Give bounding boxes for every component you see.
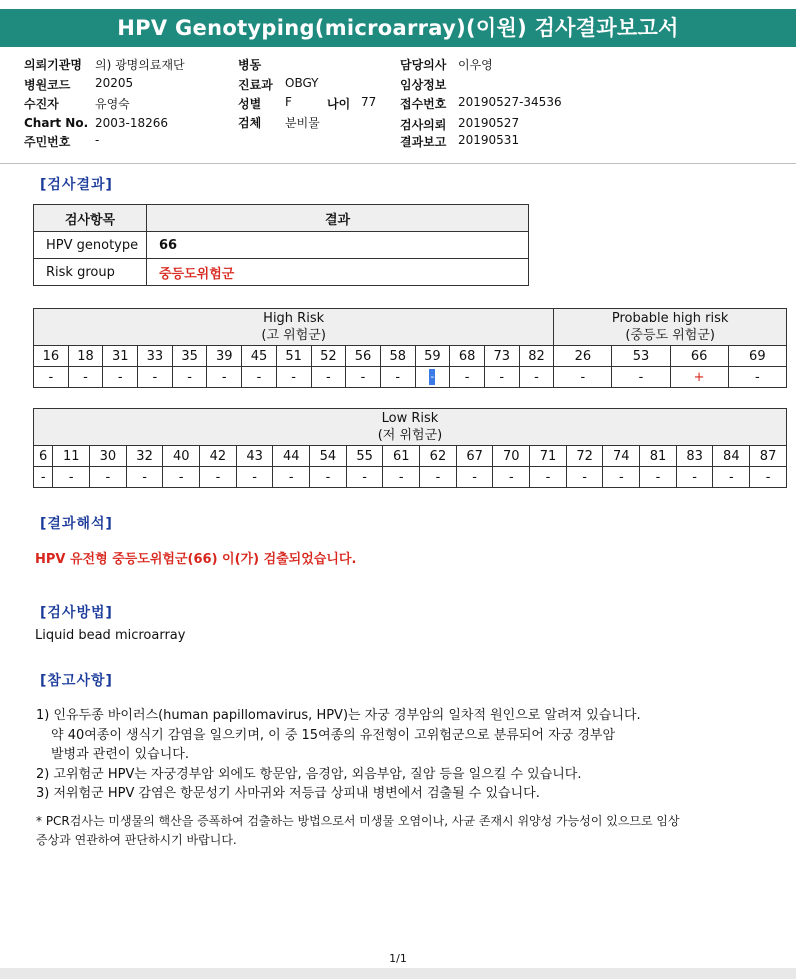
hpv-type-cell: 45 — [242, 346, 277, 367]
hpv-result-cell: - — [530, 467, 567, 488]
result-value-risk: 중등도위험군 — [147, 259, 529, 286]
hpv-result-cell: - — [346, 467, 383, 488]
hpv-result-cell: - — [603, 467, 640, 488]
hpv-type-cell: 58 — [380, 346, 415, 367]
report-title: HPV Genotyping(microarray)(이원) 검사결과보고서 — [0, 9, 796, 47]
page-number: 1/1 — [389, 952, 407, 965]
hpv-type-cell: 11 — [53, 446, 90, 467]
hpv-type-cell: 83 — [676, 446, 713, 467]
hpv-type-cell: 55 — [346, 446, 383, 467]
dept-label: 진료과 — [238, 78, 273, 92]
hpv-type-cell: 70 — [493, 446, 530, 467]
sex-label: 성별 — [238, 97, 262, 111]
ward-label: 병동 — [238, 58, 262, 72]
hpv-result-cell: - — [612, 367, 670, 388]
hpv-result-cell: - — [420, 467, 457, 488]
footnote-line: * PCR검사는 미생물의 핵산을 증폭하여 검출하는 방법으로서 미생물 오염이나, 사균 존재시 위양성 가능성이 있으므로 임상 — [36, 814, 680, 828]
probable-risk-subtitle: (중등도 위험군) — [625, 328, 715, 343]
hpv-result-cell: - — [713, 467, 750, 488]
hpv-type-cell: 31 — [103, 346, 138, 367]
patient-value: 유영숙 — [95, 97, 130, 111]
hpv-result-cell: - — [34, 367, 69, 388]
result-value-genotype: 66 — [147, 232, 529, 259]
hpv-result-cell: - — [728, 367, 786, 388]
hpv-result-cell: - — [242, 367, 277, 388]
text-cursor-highlight: - — [430, 370, 435, 383]
low-risk-subtitle: (저 위험군) — [377, 428, 443, 443]
hpv-result-cell: - — [90, 467, 127, 488]
hpv-result-cell: - — [750, 467, 787, 488]
patient-label: 수진자 — [24, 97, 59, 111]
hpv-result-cell: - — [311, 367, 346, 388]
table-row — [34, 232, 529, 259]
note-line: 3) 저위험군 HPV 감염은 항문성기 사마귀와 저등급 상피내 병변에서 검출될 수 있습니다. — [36, 786, 540, 801]
result-col-item: 검사항목 — [34, 205, 147, 232]
hpv-result-cell: - — [200, 467, 237, 488]
hpv-result-cell: - — [103, 367, 138, 388]
hpv-type-cell: 68 — [450, 346, 485, 367]
hpv-type-cell: 51 — [276, 346, 311, 367]
hpv-type-cell: 40 — [163, 446, 200, 467]
footnote — [36, 812, 680, 850]
section-interpretation-title: [결과해석] — [40, 516, 113, 532]
receipt-label: 접수번호 — [400, 97, 447, 111]
section-result-title: [검사결과] — [40, 177, 113, 193]
hpv-type-cell: 26 — [554, 346, 612, 367]
hpv-type-cell: 71 — [530, 446, 567, 467]
method-text: Liquid bead microarray — [35, 628, 186, 643]
hpv-type-cell: 81 — [640, 446, 677, 467]
specimen-value: 분비물 — [285, 116, 320, 130]
hpv-result-cell: - — [450, 367, 485, 388]
hpv-type-cell: 43 — [236, 446, 273, 467]
low-risk-table — [33, 408, 787, 488]
probable-risk-title: Probable high risk — [611, 311, 729, 326]
hpv-type-cell: 82 — [519, 346, 554, 367]
institution-label: 의뢰기관명 — [24, 58, 82, 72]
result-item-risk: Risk group — [34, 259, 147, 286]
hpv-result-cell: - — [126, 467, 163, 488]
high-risk-subtitle: (고 위험군) — [261, 328, 326, 343]
hpv-result-cell: - — [172, 367, 207, 388]
hpv-type-cell: 56 — [346, 346, 381, 367]
id-value: - — [95, 133, 100, 147]
section-notes-title: [참고사항] — [40, 673, 113, 689]
hpv-type-cell: 44 — [273, 446, 310, 467]
bottom-bar — [0, 968, 796, 979]
hpv-result-cell: - — [519, 367, 554, 388]
note-line: 1) 인유두종 바이러스(human papillomavirus, HPV)는 자궁 경부암의 일차적 원인으로 알려져 있습니다. — [36, 708, 641, 723]
hpv-result-cell: - — [68, 367, 103, 388]
table-row — [34, 259, 529, 286]
doctor-label: 담당의사 — [400, 58, 447, 72]
clinical-label: 임상정보 — [400, 78, 447, 92]
hpv-result-cell: - — [380, 367, 415, 388]
low-risk-title: Low Risk — [381, 411, 439, 426]
hpv-type-cell: 30 — [90, 446, 127, 467]
institution-value: 의) 광명의료재단 — [95, 58, 185, 72]
hpv-type-cell: 84 — [713, 446, 750, 467]
hpv-type-cell: 53 — [612, 346, 670, 367]
report-label: 결과보고 — [400, 135, 447, 149]
hpv-type-cell: 73 — [484, 346, 519, 367]
low-risk-results-row — [34, 467, 787, 488]
hpv-type-cell: 72 — [566, 446, 603, 467]
hpv-type-cell: 59 — [415, 346, 450, 367]
hpv-type-cell: 18 — [68, 346, 103, 367]
probable-risk-header — [554, 309, 787, 346]
hpv-result-cell: - — [273, 467, 310, 488]
note-line: 2) 고위험군 HPV는 자궁경부암 외에도 항문암, 음경암, 외음부암, 질암 등을 일으킬 수 있습니다. — [36, 766, 582, 782]
low-risk-types-row — [34, 446, 787, 467]
hpv-result-cell: - — [554, 367, 612, 388]
hpv-result-cell: - — [566, 467, 603, 488]
hpv-result-cell: - — [346, 367, 381, 388]
high-risk-types-row — [34, 346, 787, 367]
hpv-type-cell: 54 — [310, 446, 347, 467]
hpv-type-cell: 74 — [603, 446, 640, 467]
hpv-result-cell: - — [484, 367, 519, 388]
hpv-result-cell: - — [163, 467, 200, 488]
hpv-type-cell: 32 — [126, 446, 163, 467]
interpretation-text: HPV 유전형 중등도위험군(66) 이(가) 검출되었습니다. — [35, 552, 357, 567]
section-method-title: [검사방법] — [40, 605, 113, 621]
note-line: 약 40여종이 생식기 감염을 일으키며, 이 중 15여종의 유전형이 고위험군으로 분류되어 자궁 경부암 — [51, 727, 616, 743]
hpv-result-cell: - — [53, 467, 90, 488]
dept-value: OBGY — [285, 76, 319, 90]
specimen-label: 검체 — [238, 116, 262, 130]
hpv-type-cell: 16 — [34, 346, 69, 367]
chart-value: 2003-18266 — [95, 116, 169, 130]
hpv-type-cell: 33 — [138, 346, 173, 367]
hpv-type-cell: 35 — [172, 346, 207, 367]
hpv-type-cell: 69 — [728, 346, 786, 367]
hpv-result-cell: - — [276, 367, 311, 388]
result-col-value: 결과 — [147, 205, 529, 232]
hospital-code-label: 병원코드 — [24, 78, 71, 92]
patient-info — [0, 54, 796, 154]
hpv-result-cell: - — [207, 367, 242, 388]
hpv-type-cell: 66 — [670, 346, 728, 367]
age-value: 77 — [361, 95, 377, 109]
hpv-result-cell: - — [383, 467, 420, 488]
receipt-value: 20190527-34536 — [458, 95, 562, 109]
hpv-result-cell: - — [34, 467, 53, 488]
request-value: 20190527 — [458, 116, 520, 130]
hpv-result-cell: - — [676, 467, 713, 488]
high-risk-header — [34, 309, 554, 346]
high-risk-title: High Risk — [263, 311, 325, 326]
note-line: 발병과 관련이 있습니다. — [51, 747, 189, 762]
hpv-type-cell: 67 — [456, 446, 493, 467]
high-risk-results-row — [34, 367, 787, 388]
report-value: 20190531 — [458, 133, 520, 147]
hpv-type-cell: 6 — [34, 446, 53, 467]
id-label: 주민번호 — [24, 135, 71, 149]
hpv-result-cell: - — [138, 367, 173, 388]
hpv-result-cell: - — [310, 467, 347, 488]
header-divider — [0, 163, 796, 164]
hpv-result-cell: - — [493, 467, 530, 488]
age-label: 나이 — [327, 97, 351, 111]
doctor-value: 이우영 — [458, 58, 493, 72]
hpv-type-cell: 87 — [750, 446, 787, 467]
low-risk-header — [34, 409, 787, 446]
request-label: 검사의뢰 — [400, 118, 447, 132]
hpv-type-cell: 61 — [383, 446, 420, 467]
hpv-result-cell: - — [640, 467, 677, 488]
hpv-result-cell: - — [456, 467, 493, 488]
hpv-result-cell: + — [670, 367, 728, 388]
result-item-genotype: HPV genotype — [34, 232, 147, 259]
hpv-type-cell: 39 — [207, 346, 242, 367]
hospital-code-value: 20205 — [95, 76, 134, 90]
hpv-result-cell — [415, 367, 450, 388]
hpv-type-cell: 62 — [420, 446, 457, 467]
hpv-result-cell: - — [236, 467, 273, 488]
chart-label: Chart No. — [24, 116, 89, 130]
high-risk-table — [33, 308, 787, 388]
result-table — [33, 204, 529, 286]
hpv-type-cell: 52 — [311, 346, 346, 367]
footnote-line: 증상과 연관하여 판단하시기 바랍니다. — [36, 833, 237, 847]
hpv-type-cell: 42 — [200, 446, 237, 467]
notes-list — [36, 706, 641, 804]
sex-value: F — [285, 95, 292, 109]
